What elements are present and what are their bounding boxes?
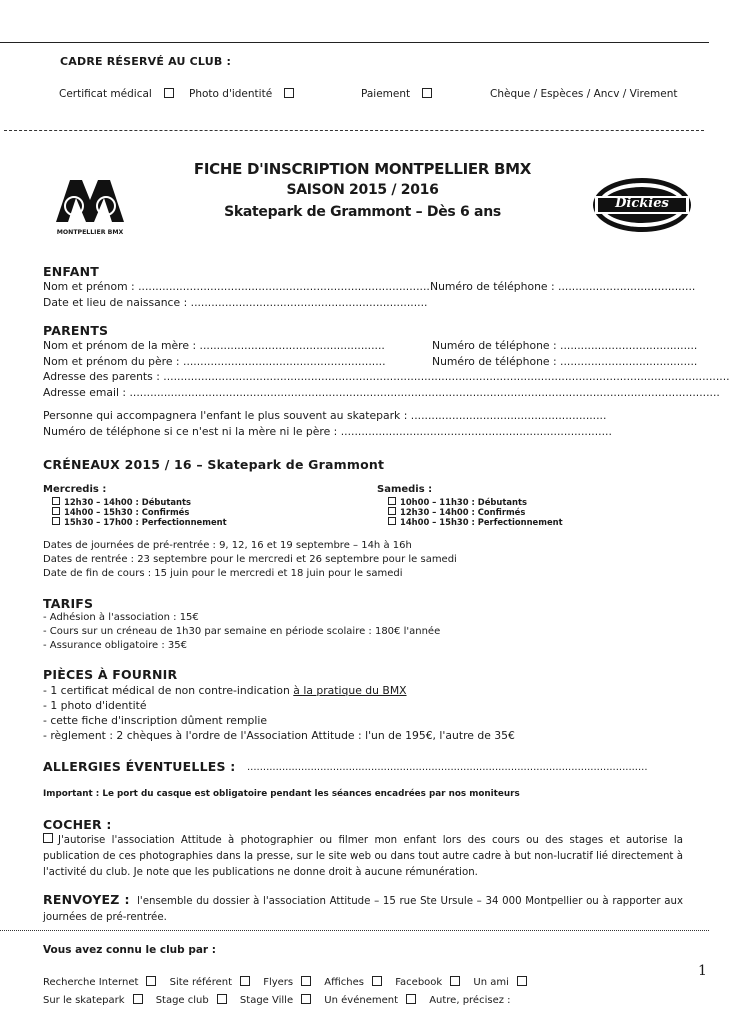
option-facebook: Facebook (395, 976, 464, 988)
club-item-photo: Photo d'identité (189, 88, 294, 100)
checkbox[interactable] (517, 976, 527, 986)
piece-item: - cette fiche d'inscription dûment remplie (43, 714, 267, 727)
renvoyez-block: RENVOYEZ : l'ensemble du dossier à l'association Attitude – 15 rue Ste Ursule – 34 000 Montpellier ou à rapporter aux journées de pré-rentrée. (43, 892, 684, 923)
section-parents-title: PARENTS (43, 323, 109, 338)
connu-row-1 (43, 976, 537, 988)
pere-name-field[interactable]: Nom et prénom du père : ........................................................... (43, 355, 386, 368)
option-un-ami: Un ami (473, 976, 530, 988)
samedi-slot: 14h00 – 15h30 : Perfectionnement (388, 517, 563, 527)
club-frame-title: CADRE RÉSERVÉ AU CLUB : (60, 55, 232, 68)
checkbox[interactable] (52, 507, 60, 515)
mercredi-slot: 12h30 – 14h00 : Débutants (52, 497, 191, 507)
samedi-slot: 10h00 – 11h30 : Débutants (388, 497, 527, 507)
dotted-separator (0, 930, 709, 931)
email-field[interactable]: Adresse email : ............................................................................................................................................................................ (43, 386, 720, 399)
option-affiches: Affiches (324, 976, 386, 988)
checkbox[interactable] (217, 994, 227, 1004)
connu-title: Vous avez connu le club par : (43, 944, 216, 956)
checkbox[interactable] (240, 976, 250, 986)
checkbox[interactable] (388, 517, 396, 525)
page-title: FICHE D'INSCRIPTION MONTPELLIER BMX (193, 160, 532, 178)
checkbox[interactable] (146, 976, 156, 986)
checkbox[interactable] (422, 88, 432, 98)
option-stage-ville: Stage Ville (240, 994, 315, 1006)
mercredis-title: Mercredis : (43, 484, 107, 495)
option-site-referent: Site référent (170, 976, 254, 988)
section-cocher-title: COCHER : (43, 817, 112, 832)
checkbox[interactable] (133, 994, 143, 1004)
page-number: 1 (698, 963, 707, 979)
adresse-field[interactable]: Adresse des parents : ..................................................................................................................................................................... (43, 370, 730, 383)
tarif-item: - Adhésion à l'association : 15€ (43, 612, 199, 623)
samedi-slot: 12h30 – 14h00 : Confirmés (388, 507, 525, 517)
section-tarifs-title: TARIFS (43, 596, 94, 611)
checkbox[interactable] (164, 88, 174, 98)
page-subtitle-location: Skatepark de Grammont – Dès 6 ans (224, 204, 501, 220)
tarif-item: - Cours sur un créneau de 1h30 par semaine en période scolaire : 180€ l'année (43, 626, 441, 637)
accompagnant-field[interactable]: Personne qui accompagnera l'enfant le plus souvent au skatepark : ......................................................... (43, 409, 607, 422)
checkbox[interactable] (301, 976, 311, 986)
top-rule (0, 42, 709, 43)
authorization-checkbox[interactable] (43, 833, 53, 843)
option-skatepark: Sur le skatepark (43, 994, 147, 1006)
enfant-phone-field[interactable]: Numéro de téléphone : ........................................ (430, 280, 696, 293)
option-stage-club: Stage club (156, 994, 231, 1006)
samedis-title: Samedis : (377, 484, 433, 495)
option-evenement: Un événement (324, 994, 420, 1006)
checkbox[interactable] (52, 497, 60, 505)
piece-item: - 1 certificat médical de non contre-indication à la pratique du BMX (43, 684, 407, 697)
mercredi-slot: 15h30 – 17h00 : Perfectionnement (52, 517, 227, 527)
dashed-separator (4, 130, 704, 131)
authorization-text: J'autorise l'association Attitude à photographier ou filmer mon enfant lors des cours ou des stages et autorise la publication de ces photographies dans la presse, sur le site web ou dans tout autre cadre à but non-lucratif lié directement à l'activité du club. Je note que les publications ne donne droit à aucune rémunération. (43, 835, 683, 878)
piece-item: - règlement : 2 chèques à l'ordre de l'Association Attitude : l'un de 195€, l'autre de 35€ (43, 729, 515, 742)
allergies-field[interactable]: .............................................................................................................................. (247, 762, 648, 773)
pere-phone-field[interactable]: Numéro de téléphone : ........................................ (432, 355, 698, 368)
checkbox[interactable] (450, 976, 460, 986)
checkbox[interactable] (301, 994, 311, 1004)
tarif-item: - Assurance obligatoire : 35€ (43, 640, 187, 651)
checkbox[interactable] (388, 507, 396, 515)
dates-line: Dates de journées de pré-rentrée : 9, 12, 16 et 19 septembre – 14h à 16h (43, 540, 412, 551)
piece-item: - 1 photo d'identité (43, 699, 147, 712)
mere-name-field[interactable]: Nom et prénom de la mère : ...................................................... (43, 339, 385, 352)
club-item-certificat: Certificat médical (59, 88, 174, 100)
page-subtitle: SAISON 2015 / 2016 (286, 182, 439, 198)
bmx-logo-caption: MONTPELLIER BMX (56, 229, 124, 236)
section-pieces-title: PIÈCES À FOURNIR (43, 667, 178, 682)
dates-line: Date de fin de cours : 15 juin pour le mercredi et 18 juin pour le samedi (43, 568, 403, 579)
checkbox[interactable] (388, 497, 396, 505)
section-enfant-title: ENFANT (43, 264, 99, 279)
section-allergies-title: ALLERGIES ÉVENTUELLES : (43, 759, 236, 774)
section-creneaux-title: CRÉNEAUX 2015 / 16 – Skatepark de Grammont (43, 457, 385, 472)
tel-autre-field[interactable]: Numéro de téléphone si ce n'est ni la mère ni le père : ............................................................................... (43, 425, 612, 438)
option-autre: Autre, précisez : (429, 995, 511, 1006)
option-flyers: Flyers (263, 976, 315, 988)
club-item-paiement: Paiement (361, 88, 432, 100)
dates-line: Dates de rentrée : 23 septembre pour le mercredi et 26 septembre pour le samedi (43, 554, 457, 565)
mere-phone-field[interactable]: Numéro de téléphone : ........................................ (432, 339, 698, 352)
mercredi-slot: 14h00 – 15h30 : Confirmés (52, 507, 189, 517)
enfant-birth-field[interactable]: Date et lieu de naissance : ..................................................................... (43, 296, 428, 309)
checkbox[interactable] (372, 976, 382, 986)
club-item-mode: Chèque / Espèces / Ancv / Virement (490, 88, 678, 100)
option-recherche-internet: Recherche Internet (43, 976, 160, 988)
checkbox[interactable] (406, 994, 416, 1004)
checkbox[interactable] (284, 88, 294, 98)
checkbox[interactable] (52, 517, 60, 525)
connu-row-2 (43, 994, 517, 1006)
enfant-name-field[interactable]: Nom et prénom : ...................................................................................... (43, 280, 434, 293)
dickies-logo-text: Dickies (615, 196, 669, 211)
section-renvoyez-title: RENVOYEZ : (43, 892, 130, 907)
important-note: Important : Le port du casque est obligatoire pendant les séances encadrées par nos moniteurs (43, 789, 520, 799)
